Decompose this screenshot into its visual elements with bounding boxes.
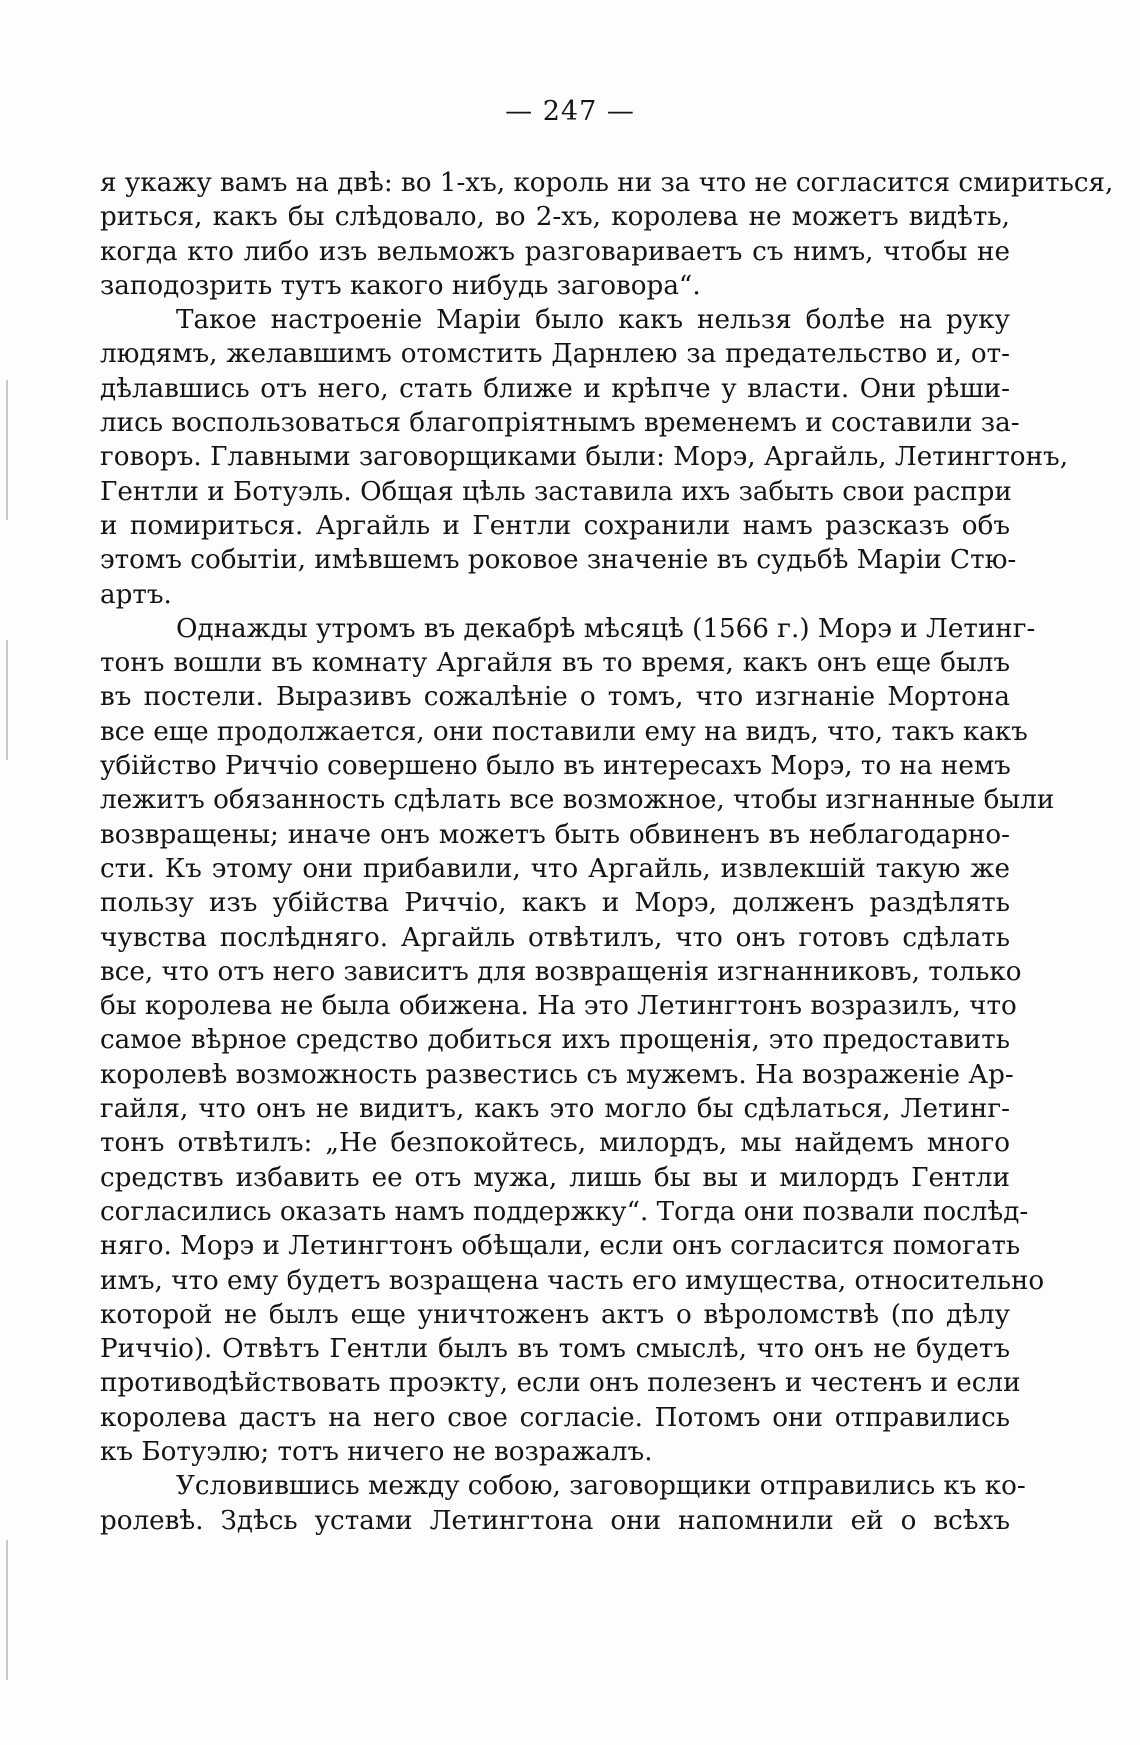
text-line: чувства послѣдняго. Аргайль отвѣтилъ, что онъ готовъ сдѣлать	[100, 922, 1010, 953]
text-line: согласились оказать намъ поддержку“. Тогда они позвали послѣд-	[100, 1196, 1029, 1227]
text-line: все, что отъ него зависитъ для возвращенія изгнанниковъ, только	[100, 956, 1022, 987]
text-line: сти. Къ этому они прибавили, что Аргайль, извлекшій такую же	[100, 853, 1010, 884]
text-line: бы королева не была обижена. На это Летингтонъ возразилъ, что	[100, 991, 1017, 1022]
scan-margin-mark	[6, 1540, 8, 1680]
paragraph-start-line: Условившись между собою, заговорщики отправились къ ко-	[176, 1471, 1026, 1502]
text-line: Гентли и Ботуэль. Общая цѣль заставила ихъ забыть свои распри	[100, 476, 1012, 507]
text-line: няго. Морэ и Летингтонъ обѣщали, если онъ согласится помогать	[100, 1231, 1021, 1262]
text-line: я укажу вамъ на двѣ: во 1-хъ, король ни за что не согласится смириться,	[100, 168, 1114, 198]
text-line: въ постели. Выразивъ сожалѣніе о томъ, что изгнаніе Мортона	[100, 682, 1010, 713]
paragraph-start-line: Такое настроеніе Маріи было какъ нельзя болѣе на руку	[176, 305, 1010, 336]
text-line: риться, какъ бы слѣдовало, во 2-хъ, королева не можетъ видѣть,	[100, 202, 1010, 233]
page-number: — 247 —	[505, 96, 635, 127]
body-text	[100, 166, 1114, 1538]
text-line: заподозрить тутъ какого нибудь заговора“.	[100, 270, 701, 301]
text-line: къ Ботуэлю; тотъ ничего не возражалъ.	[100, 1436, 653, 1467]
text-line: ролевѣ. Здѣсь устами Летингтона они напомнили ей о всѣхъ	[100, 1505, 1010, 1536]
text-line: королева дастъ на него свое согласіе. Потомъ они отправились	[100, 1402, 1010, 1433]
text-line: все еще продолжается, они поставили ему на видъ, что, такъ какъ	[100, 716, 1028, 747]
text-line: королевѣ возможность развестись съ мужемъ. На возраженіе Ар-	[100, 1059, 1014, 1090]
text-line: возвращены; иначе онъ можетъ быть обвиненъ въ неблагодарно-	[100, 819, 1010, 850]
scan-margin-mark	[6, 640, 8, 760]
text-line: противодѣйствовать проэкту, если онъ полезенъ и честенъ и если	[100, 1368, 1021, 1399]
text-line: дѣлавшись отъ него, стать ближе и крѣпче у власти. Они рѣши-	[100, 373, 1010, 404]
text-line: пользу изъ убійства Риччіо, какъ и Морэ, долженъ раздѣлять	[100, 888, 1010, 919]
text-line: гайля, что онъ не видитъ, какъ это могло бы сдѣлаться, Летинг-	[100, 1094, 1010, 1125]
text-line: убійство Риччіо совершено было въ интересахъ Морэ, то на немъ	[100, 751, 1011, 782]
text-line: артъ.	[100, 579, 172, 610]
text-line: имъ, что ему будетъ возращена часть его имущества, относительно	[100, 1265, 1045, 1296]
text-line: лись воспользоваться благопріятнымъ временемъ и составили за-	[100, 408, 1020, 439]
text-line: которой не былъ еще уничтоженъ актъ о вѣроломствѣ (по дѣлу	[100, 1299, 1010, 1330]
text-line: говоръ. Главными заговорщиками были: Морэ, Аргайль, Летингтонъ,	[100, 442, 1069, 473]
text-line: и помириться. Аргайль и Гентли сохранили намъ разсказъ объ	[100, 510, 1010, 541]
text-line: тонъ отвѣтилъ: „Не безпокойтесь, милордъ, мы найдемъ много	[100, 1128, 1010, 1159]
text-line: Риччіо). Отвѣтъ Гентли былъ въ томъ смыслѣ, что онъ не будетъ	[100, 1334, 1010, 1365]
text-line: когда кто либо изъ вельможъ разговариваетъ съ нимъ, чтобы не	[100, 236, 1010, 267]
text-line: лежитъ обязанность сдѣлать все возможное, чтобы изгнанные были	[100, 785, 1055, 816]
text-line: средствъ избавить ее отъ мужа, лишь бы вы и милордъ Гентли	[100, 1162, 1010, 1193]
text-line: людямъ, желавшимъ отомстить Дарнлею за предательство и, от-	[100, 339, 1010, 370]
text-line: этомъ событіи, имѣвшемъ роковое значеніе въ судьбѣ Маріи Стю-	[100, 545, 1017, 576]
text-line: самое вѣрное средство добиться ихъ прощенія, это предоставить	[100, 1025, 1010, 1056]
paragraph-start-line: Однажды утромъ въ декабрѣ мѣсяцѣ (1566 г.) Морэ и Летинг-	[176, 613, 1036, 644]
text-line: тонъ вошли въ комнату Аргайля въ то время, какъ онъ еще былъ	[100, 648, 1010, 679]
scan-margin-mark	[6, 380, 8, 520]
